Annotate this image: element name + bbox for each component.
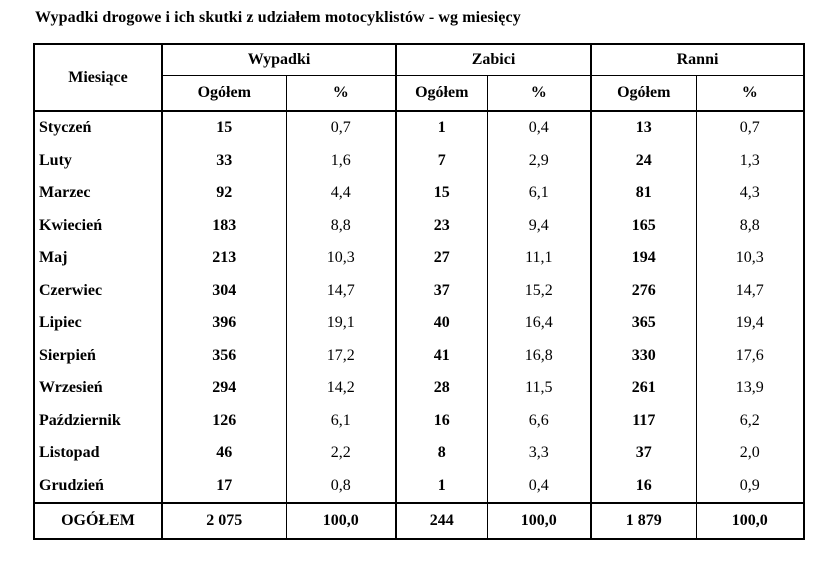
wypadki-percent: 17,2 [286, 340, 396, 373]
zabici-percent: 11,5 [487, 372, 591, 405]
ranni-count: 24 [591, 145, 696, 178]
table-title: Wypadki drogowe i ich skutki z udziałem motocyklistów - wg miesięcy [35, 9, 521, 26]
zabici-count: 37 [396, 275, 487, 308]
wypadki-percent: 8,8 [286, 210, 396, 243]
zabici-count: 7 [396, 145, 487, 178]
wypadki-count: 17 [162, 470, 286, 504]
wypadki-percent: 19,1 [286, 307, 396, 340]
wypadki-percent: 4,4 [286, 177, 396, 210]
data-table [33, 43, 805, 540]
table-row [34, 437, 804, 470]
zabici-count: 16 [396, 405, 487, 438]
zabici-count: 41 [396, 340, 487, 373]
wypadki-percent: 0,8 [286, 470, 396, 504]
month-name: Październik [39, 411, 121, 429]
wypadki-percent: 14,2 [286, 372, 396, 405]
total-row [34, 503, 804, 539]
subheader-total: Ogółem [162, 76, 286, 112]
zabici-percent: 11,1 [487, 242, 591, 275]
table-row [34, 242, 804, 275]
wypadki-count: 92 [162, 177, 286, 210]
month-name: Grudzień [39, 476, 104, 494]
zabici-percent: 0,4 [487, 111, 591, 145]
ranni-count: 276 [591, 275, 696, 308]
month-name: Marzec [39, 184, 91, 202]
ranni-percent: 6,2 [696, 405, 804, 438]
wypadki-count: 304 [162, 275, 286, 308]
wypadki-percent: 0,7 [286, 111, 396, 145]
wypadki-count: 294 [162, 372, 286, 405]
month-name: Kwiecień [39, 216, 103, 234]
ranni-count: 365 [591, 307, 696, 340]
subheader-percent: % [696, 76, 804, 112]
ranni-count: 117 [591, 405, 696, 438]
total-wypadki-count: 2 075 [162, 503, 286, 539]
month-name: Sierpień [39, 346, 96, 364]
table-row [34, 275, 804, 308]
wypadki-count: 356 [162, 340, 286, 373]
table-row [34, 372, 804, 405]
wypadki-count: 46 [162, 437, 286, 470]
table-row [34, 307, 804, 340]
zabici-count: 23 [396, 210, 487, 243]
ranni-percent: 14,7 [696, 275, 804, 308]
zabici-count: 27 [396, 242, 487, 275]
wypadki-percent: 2,2 [286, 437, 396, 470]
subheader-percent: % [487, 76, 591, 112]
zabici-percent: 0,4 [487, 470, 591, 504]
ranni-percent: 4,3 [696, 177, 804, 210]
total-ranni-percent: 100,0 [696, 503, 804, 539]
wypadki-percent: 10,3 [286, 242, 396, 275]
month-name: Listopad [39, 444, 100, 462]
subheader-total: Ogółem [591, 76, 696, 112]
ranni-count: 81 [591, 177, 696, 210]
zabici-count: 1 [396, 111, 487, 145]
table-row [34, 470, 804, 504]
total-ranni-count: 1 879 [591, 503, 696, 539]
ranni-count: 13 [591, 111, 696, 145]
ranni-percent: 8,8 [696, 210, 804, 243]
zabici-count: 40 [396, 307, 487, 340]
ranni-percent: 13,9 [696, 372, 804, 405]
ranni-percent: 1,3 [696, 145, 804, 178]
zabici-percent: 16,8 [487, 340, 591, 373]
wypadki-count: 126 [162, 405, 286, 438]
ranni-count: 330 [591, 340, 696, 373]
group-header-zabici: Zabici [396, 44, 591, 76]
month-name: Luty [39, 151, 72, 169]
month-name: Lipiec [39, 314, 82, 332]
total-wypadki-percent: 100,0 [286, 503, 396, 539]
ranni-count: 37 [591, 437, 696, 470]
table-row [34, 145, 804, 178]
ranni-percent: 10,3 [696, 242, 804, 275]
ranni-percent: 0,7 [696, 111, 804, 145]
wypadki-percent: 14,7 [286, 275, 396, 308]
ranni-percent: 17,6 [696, 340, 804, 373]
wypadki-count: 213 [162, 242, 286, 275]
ranni-percent: 19,4 [696, 307, 804, 340]
group-header-ranni: Ranni [591, 44, 804, 76]
zabici-count: 1 [396, 470, 487, 504]
table-row [34, 405, 804, 438]
zabici-count: 8 [396, 437, 487, 470]
month-name: Styczeń [39, 119, 92, 137]
month-name: Wrzesień [39, 379, 103, 397]
subheader-percent: % [286, 76, 396, 112]
zabici-percent: 2,9 [487, 145, 591, 178]
ranni-count: 194 [591, 242, 696, 275]
ranni-percent: 2,0 [696, 437, 804, 470]
zabici-percent: 6,1 [487, 177, 591, 210]
wypadki-count: 33 [162, 145, 286, 178]
wypadki-percent: 6,1 [286, 405, 396, 438]
total-zabici-count: 244 [396, 503, 487, 539]
wypadki-count: 396 [162, 307, 286, 340]
wypadki-count: 183 [162, 210, 286, 243]
zabici-percent: 15,2 [487, 275, 591, 308]
table-row [34, 340, 804, 373]
total-zabici-percent: 100,0 [487, 503, 591, 539]
subheader-total: Ogółem [396, 76, 487, 112]
month-name: Maj [39, 249, 68, 267]
month-column-header: Miesiące [34, 44, 162, 111]
ranni-count: 16 [591, 470, 696, 504]
zabici-percent: 3,3 [487, 437, 591, 470]
ranni-percent: 0,9 [696, 470, 804, 504]
table-row [34, 210, 804, 243]
wypadki-percent: 1,6 [286, 145, 396, 178]
wypadki-count: 15 [162, 111, 286, 145]
zabici-percent: 9,4 [487, 210, 591, 243]
table-row [34, 111, 804, 145]
ranni-count: 261 [591, 372, 696, 405]
month-name: Czerwiec [39, 281, 103, 299]
ranni-count: 165 [591, 210, 696, 243]
total-label: OGÓŁEM [34, 503, 162, 539]
zabici-percent: 16,4 [487, 307, 591, 340]
header-row-groups [34, 44, 804, 76]
zabici-count: 28 [396, 372, 487, 405]
table-row [34, 177, 804, 210]
zabici-count: 15 [396, 177, 487, 210]
group-header-wypadki: Wypadki [162, 44, 396, 76]
zabici-percent: 6,6 [487, 405, 591, 438]
